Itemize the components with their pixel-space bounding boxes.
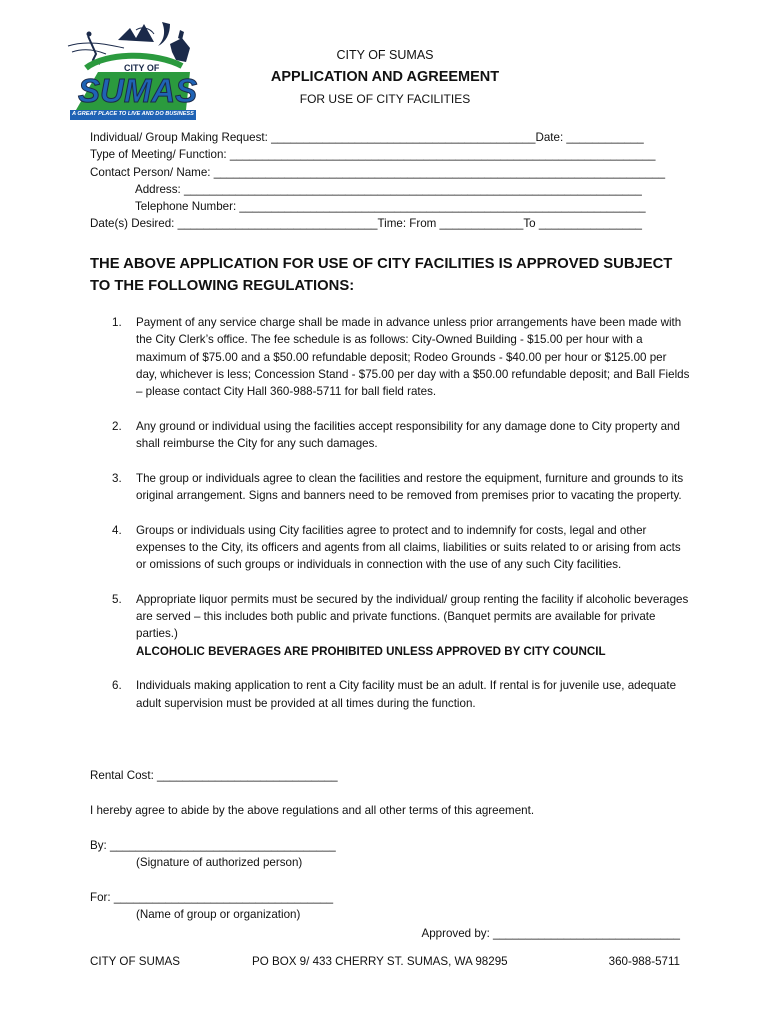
regulation-number: 6. bbox=[112, 679, 122, 693]
regulations-list bbox=[90, 314, 690, 729]
regulation-number: 1. bbox=[112, 316, 122, 329]
approved-by-field[interactable]: Approved by: _____________________________ bbox=[421, 927, 680, 940]
organization-caption: (Name of group or organization) bbox=[136, 908, 301, 921]
field-dates-desired[interactable]: Date(s) Desired: _______________________________Time: From _____________To ________________ bbox=[90, 217, 643, 231]
regulation-item bbox=[90, 677, 690, 712]
agreement-statement: I hereby agree to abide by the above regulations and all other terms of this agreement. bbox=[90, 804, 535, 817]
regulation-item bbox=[90, 314, 690, 400]
header-title: APPLICATION AND AGREEMENT bbox=[270, 69, 500, 85]
regulation-text: Groups or individuals using City facilities agree to protect and to indemnify for costs, legal and other expenses to the City, its officers and agents from all claims, liabilities or suits related to or arising from acts or omissions of such groups or individuals in connection with the use of any such City facilities. bbox=[136, 523, 681, 572]
field-telephone[interactable]: Telephone Number: _______________________________________________________________ bbox=[135, 200, 646, 214]
field-address[interactable]: Address: _______________________________________________________________________ bbox=[135, 182, 642, 196]
regulation-item bbox=[90, 418, 690, 453]
form-fields bbox=[90, 129, 690, 233]
regulation-text: Any ground or individual using the facilities accept responsibility for any damage done to City property and shall reimburse the City for any such damages. bbox=[136, 419, 680, 451]
regulations-heading: THE ABOVE APPLICATION FOR USE OF CITY FACILITIES IS APPROVED SUBJECT TO THE FOLLOWING REGULATIONS: bbox=[90, 256, 673, 294]
field-contact-person[interactable]: Contact Person/ Name: ______________________________________________________________________ bbox=[90, 165, 666, 179]
rental-cost-field[interactable]: Rental Cost: ____________________________ bbox=[90, 769, 338, 782]
regulation-item bbox=[90, 591, 690, 660]
organization-field[interactable]: For: __________________________________ bbox=[90, 891, 334, 904]
field-individual-group[interactable]: Individual/ Group Making Request: _________________________________________Date: ____________ bbox=[90, 131, 644, 144]
regulation-item bbox=[90, 522, 690, 574]
regulation-number: 3. bbox=[112, 471, 122, 485]
alcohol-prohibition-notice: ALCOHOLIC BEVERAGES ARE PROHIBITED UNLESS APPROVED BY CITY COUNCIL bbox=[136, 644, 606, 658]
signature-field[interactable]: By: ___________________________________ bbox=[90, 839, 336, 852]
footer-address: PO BOX 9/ 433 CHERRY ST. SUMAS, WA 98295 bbox=[252, 955, 508, 968]
field-type-of-meeting[interactable]: Type of Meeting/ Function: __________________________________________________________________ bbox=[90, 148, 656, 162]
header-city: CITY OF SUMAS bbox=[336, 48, 434, 62]
regulation-text: Individuals making application to rent a City facility must be an adult. If rental is for juvenile use, adequate adult supervision must be provided at all times during the function. bbox=[136, 679, 677, 710]
regulation-text: Appropriate liquor permits must be secured by the individual/ group renting the facility if alcoholic beverages are served – this includes both public and private functions. (Banquet permits are available for private parties.) bbox=[136, 592, 689, 641]
footer-phone: 360-988-5711 bbox=[608, 955, 680, 968]
logo-big-text: SUMAS bbox=[78, 72, 198, 109]
regulation-text: The group or individuals agree to clean the facilities and restore the equipment, furniture and grounds to its original arrangement. Signs and banners need to be removed from premises prior to vacating the property. bbox=[136, 471, 684, 502]
logo-tagline: A GREAT PLACE TO LIVE AND DO BUSINESS bbox=[72, 111, 194, 117]
regulation-number: 2. bbox=[112, 419, 122, 433]
regulation-item bbox=[90, 470, 690, 505]
city-of-sumas-logo bbox=[66, 18, 198, 120]
header-subtitle: FOR USE OF CITY FACILITIES bbox=[299, 92, 471, 106]
logo-small-text: CITY OF bbox=[124, 63, 160, 73]
signature-caption: (Signature of authorized person) bbox=[136, 856, 303, 869]
regulation-number: 5. bbox=[112, 592, 122, 606]
footer-city: CITY OF SUMAS bbox=[90, 955, 180, 968]
regulation-text: Payment of any service charge shall be made in advance unless prior arrangements have been made with the City Clerk’s office. The fee schedule is as follows: City-Owned Building - $15.00 per hour with a maximum of $75.00 and a $50.00 refundable deposit; Rodeo Grounds - $40.00 per hour or $125.00 per day, whichever is less; Concession Stand - $75.00 per day with a $50.00 refundable deposit; and Ball Fields – please contact City Hall 360-988-5711 for ball field rates. bbox=[136, 316, 690, 399]
regulation-number: 4. bbox=[112, 523, 122, 537]
